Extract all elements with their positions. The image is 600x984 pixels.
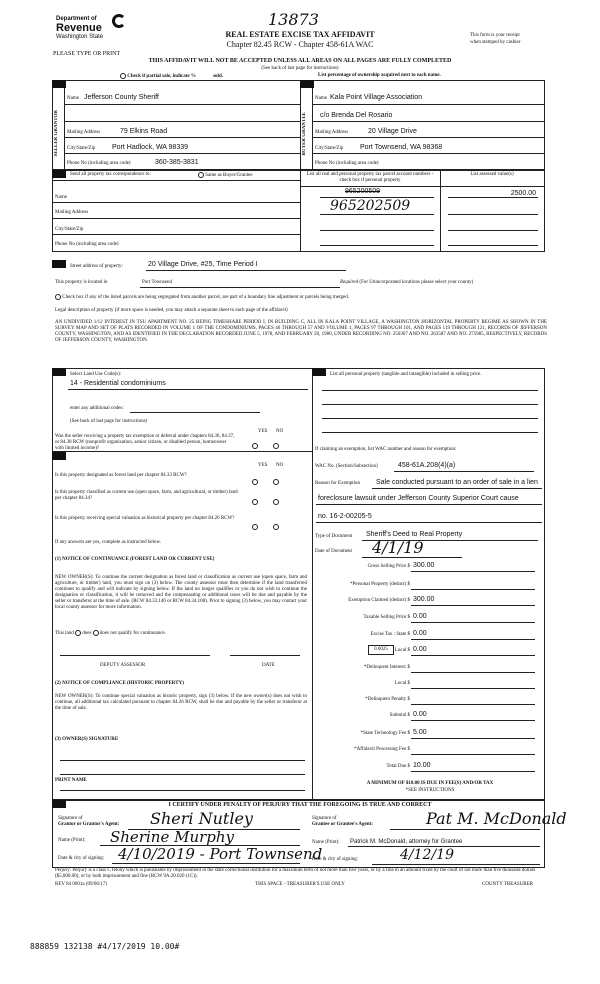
dept-line2: Revenue (56, 22, 102, 34)
q-forest: Is this property designated as forest land per chapter 84.33 RCW? (55, 473, 187, 478)
dor-logo (56, 16, 128, 41)
yes-header-6: YES (258, 463, 268, 468)
grantor-sig-label-2: Grantor or Grantor's Agent: (58, 822, 120, 827)
notice1-title: (1) NOTICE OF CONTINUANCE (FOREST LAND OR CURRENT USE) (55, 557, 215, 562)
partial-sale-checkbox[interactable] (120, 73, 126, 79)
notice2-title: (2) NOTICE OF COMPLIANCE (HISTORIC PROPERTY) (55, 681, 184, 686)
additional-codes-label: enter any additional codes: (70, 406, 124, 411)
no-header-5: NO (276, 429, 284, 434)
perjury-notice: Perjury: Perjury is a class C felony which is punishable by imprisonment in the state correctional institution for a maximum term of not more than five years, or by a fine in an amount fixed by the court of not more than five thousand dollars ($5,000.00), or by both imprisonment and fine (RCW 9A.20.020 (1C)). (55, 868, 536, 879)
excise-state-label: Excise Tax : State $ (370, 632, 410, 637)
owner-signature-label: (3) OWNER(S) SIGNATURE (55, 737, 119, 742)
minimum-due: A MINIMUM OF $10.00 IS DUE IN FEE(S) AND/OR TAX (366, 781, 494, 786)
seller-side-label: SELLER GRANTOR (54, 110, 59, 157)
form-title: REAL ESTATE EXCISE TAX AFFIDAVIT (225, 30, 375, 39)
section-3-badge (52, 170, 66, 178)
total-label: Total Due $ (386, 764, 410, 769)
notice2-text: NEW OWNER(S): To continue special valuation as historic property, sign (3) below. If the new owner(s) does not wish to continue, all additional tax calculated pursuant to chapter 84.26 RCW, shall be due and payable by the seller or transferor at the time of sale. (55, 694, 307, 711)
reason-label: Reason for Exemption (315, 481, 360, 486)
yes-header-5: YES (258, 429, 268, 434)
corr-city-label: City/State/Zip (55, 227, 84, 232)
required-note: Required (For Unincorporated locations please select your county) (340, 280, 474, 285)
handwritten-number: 13873 (268, 10, 319, 29)
street-label: Street address of property: (70, 264, 123, 269)
grantee-sig-label-2: Grantee or Grantee's Agent: (312, 822, 373, 827)
section-6-badge (52, 452, 66, 460)
q-historic-yes-radio[interactable] (252, 518, 258, 536)
grantor-name-label: Name (Print): (58, 838, 86, 843)
delinquent-interest-label: *Delinquent Interest: $ (363, 665, 410, 670)
section-8-badge (52, 800, 66, 808)
seller-phone[interactable]: 360-385-3831 (155, 159, 199, 166)
revenue-swirl-icon (112, 14, 126, 28)
same-as-buyer-checkbox[interactable] (198, 172, 204, 178)
deputy-assessor: DEPUTY ASSESSOR (100, 663, 146, 668)
grantee-date[interactable]: 4/12/19 (400, 847, 454, 863)
seller-phone-label: Phone No (including area code) (67, 161, 131, 166)
grantor-date-label: Date & city of signing: (58, 856, 105, 861)
q-exempt-yes-radio[interactable] (252, 437, 258, 455)
q-exempt-no-radio[interactable] (273, 437, 279, 455)
land-use-see-back: (See back of last page for instructions) (70, 419, 148, 424)
legal-label: Legal description of property (if more space is needed, you may attach a separate sheet to each page of the affidavit) (55, 308, 288, 313)
grantee-signature[interactable]: Pat M. McDonald (426, 809, 567, 828)
segregation-check[interactable]: Check box if any of the listed parcels are being segregated from another parcel, are part of a boundary line adjustment or parcels being merged. (55, 294, 535, 301)
located-label: This property is located in (55, 280, 108, 285)
parcel-number-typed[interactable]: 965200509 (345, 188, 381, 195)
rev-number: REV 84 0001a (09/06/17) (55, 882, 107, 887)
buyer-name[interactable]: Kala Point Village Association (330, 94, 423, 101)
receipt-note-2: when stamped by cashier (470, 40, 521, 45)
exemption-claimed-value[interactable]: 300.00 (413, 596, 435, 603)
buyer-mailing[interactable]: 20 Village Drive (368, 128, 417, 135)
seller-city-label: City/State/Zip (67, 146, 96, 151)
same-as-buyer: Same as Buyer/Grantee (198, 172, 252, 179)
partial-sale: Check if partial sale, indicate % sold. (120, 73, 223, 80)
total-value[interactable]: 10.00 (413, 762, 431, 769)
doc-type-value[interactable]: Sheriff's Deed to Real Property (366, 531, 463, 538)
legal-description: AN UNDIVIDED 1/12 INTEREST IN TSU APARTMENT NO. 25 BEING TIMESHARE PERIOD I, IN BUILDING C, ALL IN KALA POINT VILLAGE, A WASHINGTON HORIZONTAL PROPERTY REGIME AS SHOWN IN THE SURVEY MAP AND SET OF PLATS RECORDED IN VOLUME 1 OF THE CONDOMINIUMS, PAGES 46 THROUGH 57 AND VOLUME 1, PAGES 97 THROUGH 101, AND PAGES 119 THROUGH 121, RECORDS OF JEFFERSON COUNTY, WASHINGTON, AND AS IDENTIFIED IN THE DECLARATION RECORDED JUNE 5, 1978, AND FEBRUARY 20, 1980, UNDER RECORDING NO. 250367 AND NO. 263587 AND NO. 275985, RESPECTIVELY, RECORDS OF JEFFERSON COUNTY, WASHINGTON. (55, 320, 547, 343)
land-use-label: Select Land Use Code(s): (70, 372, 122, 377)
excise-state-value[interactable]: 0.00 (413, 630, 427, 637)
form-subtitle: Chapter 82.45 RCW - Chapter 458-61A WAC (226, 40, 374, 49)
buyer-side-label: BUYER GRANTEE (302, 112, 307, 156)
section-2-badge (300, 80, 314, 88)
doc-date-label: Date of Document (315, 549, 352, 554)
exemption-claimed-label: Exemption Claimed (deduct) $ (348, 598, 410, 603)
tech-fee-value[interactable]: 5.00 (413, 729, 427, 736)
reason-line-3[interactable]: no. 16-2-00205-5 (318, 513, 372, 520)
no-header-6: NO (276, 463, 284, 468)
does-not-radio[interactable] (93, 630, 99, 636)
receipt-note-1: This form is your receipt (470, 33, 520, 38)
seller-mailing[interactable]: 79 Elkins Road (120, 128, 168, 135)
affidavit-fee-label: *Affidavit Processing Fee $ (354, 747, 410, 752)
assessed-header: List assessed value(s) (470, 172, 514, 177)
local-value[interactable]: 0.00 (413, 646, 427, 653)
please-type: PLEASE TYPE OR PRINT (53, 51, 121, 57)
grantee-name-label: Name (Print): (312, 840, 340, 845)
gross-value[interactable]: 300.00 (413, 562, 435, 569)
street-address[interactable]: 20 Village Drive, #25, Time Period I (148, 261, 258, 268)
q-open-yes-radio[interactable] (252, 493, 258, 511)
q-open: Is this property classified as current use (open space, farm, and agricultural, or timber) land per chapter 84.34? (55, 490, 238, 501)
section-5-badge (52, 368, 66, 376)
seller-name-label: Name (67, 96, 79, 101)
grantor-date[interactable]: 4/10/2019 - Port Townsend (118, 845, 323, 863)
does-radio[interactable] (75, 630, 81, 636)
buyer-city[interactable]: Port Townsend, WA 98368 (360, 144, 443, 151)
buyer-name-label: Name (315, 96, 327, 101)
tech-fee-label: *State Technology Fee $ (360, 731, 410, 736)
dept-line1: Department of (56, 16, 97, 22)
buyer-name-2[interactable]: c/o Brenda Del Rosario (320, 112, 393, 119)
q-historic: Is this property receiving special valuation as historical property per chapter 84.26 RCW? (55, 516, 235, 521)
grantee-sig-label-1: Signature of (312, 816, 337, 821)
segregation-checkbox[interactable] (55, 294, 61, 300)
q-historic-no-radio[interactable] (273, 518, 279, 536)
if-yes: If any answers are yes, complete as instructed below. (55, 540, 162, 545)
doc-date-value[interactable]: 4/1/19 (372, 538, 424, 557)
personal-property-label: List all personal property (tangible and intangible) included in selling price. (330, 372, 482, 377)
buyer-city-label: City/State/Zip (315, 146, 344, 151)
q-open-no-radio[interactable] (273, 493, 279, 511)
subtotal-label: Subtotal $ (389, 713, 410, 718)
wac-label: WAC No. (Section/Subsection) (315, 464, 378, 469)
certify-text: I CERTIFY UNDER PENALTY OF PERJURY THAT THE FOREGOING IS TRUE AND CORRECT (168, 802, 432, 808)
q-forest-no-radio[interactable] (273, 473, 279, 491)
corr-name-label: Name (55, 195, 67, 200)
section-1-badge (52, 80, 66, 88)
seller-mailing-label: Mailing Address (67, 130, 101, 135)
local-label: Local $ (394, 648, 410, 653)
exemption-label: If claiming an exemption, list WAC number and reason for exemption: (315, 447, 457, 452)
section-4-badge (52, 260, 66, 268)
reason-line-1[interactable]: Sale conducted pursuant to an order of sale in a lien (376, 479, 538, 486)
gross-label: Gross Selling Price $ (367, 564, 410, 569)
list-percentage: List percentage of ownership acquired next to each name. (318, 73, 441, 78)
see-back: (See back of last page for instructions) (261, 66, 339, 71)
local2-label: Local $ (394, 681, 410, 686)
correspondence-label: Send all property tax correspondence to: (70, 172, 151, 177)
corr-phone-label: Phone No (including area code) (55, 242, 119, 247)
personal-label: *Personal Property (deduct) $ (350, 582, 410, 587)
dept-line3: Washington State (56, 34, 104, 40)
taxable-value[interactable]: 0.00 (413, 613, 427, 620)
located-value[interactable]: Port Townsend (142, 280, 172, 285)
grantee-name[interactable]: Patrick M. McDonald, attorney for Grantee (350, 839, 463, 845)
treasurer-only: THIS SPACE - TREASURER'S USE ONLY (255, 882, 345, 887)
reason-line-2[interactable]: foreclosure lawsuit under Jefferson County Superior Court cause (318, 495, 519, 502)
buyer-phone-label: Phone No (including area code) (315, 161, 379, 166)
see-instructions: *SEE INSTRUCTIONS (405, 788, 455, 793)
parcel-header: List all real and personal property tax parcel account numbers - check box if personal property (306, 172, 434, 183)
seller-city[interactable]: Port Hadlock, WA 98339 (112, 144, 189, 151)
grantor-name[interactable]: Sherine Murphy (110, 828, 235, 846)
parcel-number-handwritten[interactable]: 965202509 (330, 198, 411, 214)
q-forest-yes-radio[interactable] (252, 473, 258, 491)
local-rate-box[interactable]: 0.0025 (368, 645, 394, 655)
section-7-badge (312, 368, 326, 376)
warning: THIS AFFIDAVIT WILL NOT BE ACCEPTED UNLESS ALL AREAS ON ALL PAGES ARE FULLY COMPLETED (148, 58, 452, 64)
buyer-mailing-label: Mailing Address (315, 130, 349, 135)
correspondence-box (52, 170, 545, 252)
notice1-text: NEW OWNER(S): To continue the current designation as forest land or classification as current use (open space, farm and agriculture, or timber) land, you must sign on (3) below. The county assessor must then determine if the land transferred continues to qualify and will indicate by signing below. If the land no longer qualifies or you do not wish to continue the designation or classification, it will be removed and the compensating or additional taxes will be due and payable by the seller or transferor at the time of sale. (RCW 84.33.140 or RCW 84.34.108). Prior to signing (3) below, you may contact your local county assessor for more information. (55, 575, 307, 610)
land-qualify: This land does does not qualify for continuance. (55, 631, 166, 637)
land-use-code[interactable]: 14 - Residential condominiums (70, 380, 166, 387)
county-treasurer: COUNTY TREASURER (482, 882, 533, 887)
print-name-label: PRINT NAME (55, 778, 87, 783)
delinquent-penalty-label: *Delinquent Penalty $ (365, 697, 410, 702)
doc-type-label: Type of Document (315, 534, 353, 539)
receipt-stamp: 888859 132138 #4/17/2019 10.00# (30, 942, 180, 951)
seller-name[interactable]: Jefferson County Sheriff (84, 94, 159, 101)
q-exempt: Was the seller receiving a property tax exemption or deferral under chapters 84.36, 84.37, or 84.38 RCW (nonprofit organization, senior citizen, or disabled person, homeowner with limited income)? (55, 434, 235, 451)
assessed-value[interactable]: 2500.00 (510, 190, 536, 197)
grantor-sig-label-1: Signature of (58, 816, 83, 821)
subtotal-value[interactable]: 0.00 (413, 711, 427, 718)
deputy-date: DATE (262, 663, 275, 668)
grantor-signature[interactable]: Sheri Nutley (150, 809, 253, 828)
corr-mailing-label: Mailing Address (55, 210, 89, 215)
taxable-label: Taxable Selling Price $ (363, 615, 410, 620)
wac-value[interactable]: 458-61A.208(4)(a) (398, 462, 456, 469)
grantee-date-label: Date & city of signing: (312, 857, 359, 862)
